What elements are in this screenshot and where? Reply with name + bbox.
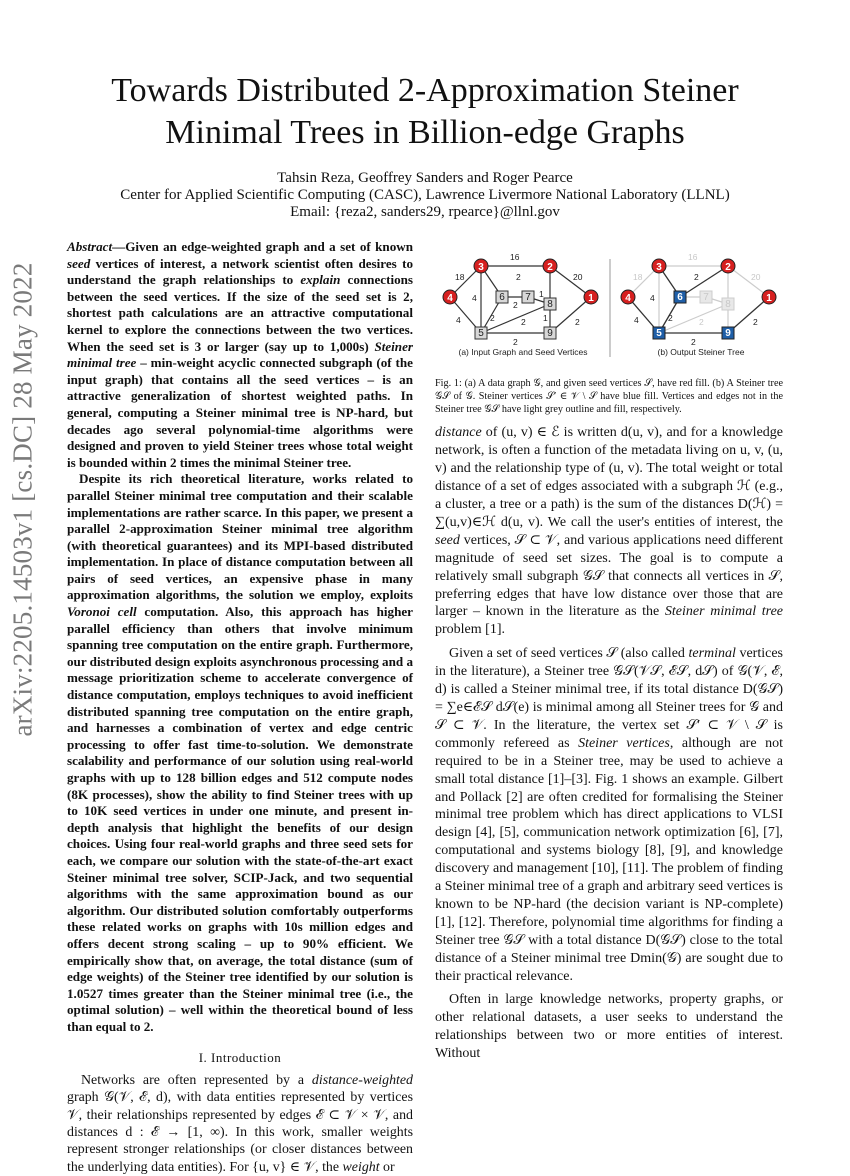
weight-label: 2 — [490, 313, 495, 323]
authors: Tahsin Reza, Geoffrey Sanders and Roger Pearce — [277, 170, 573, 186]
weight-label: 4 — [634, 315, 639, 325]
weight-label: 2 — [575, 317, 580, 327]
right-column — [435, 378, 783, 1063]
panel-b-graph — [621, 252, 776, 357]
weight-label: 2 — [694, 272, 699, 282]
vertex-label: 2 — [547, 262, 553, 273]
abstract-label: Abstract — [67, 239, 113, 254]
edge-2-1 — [550, 266, 591, 297]
weight-label: 2 — [691, 337, 696, 347]
vertex-label: 2 — [725, 262, 731, 273]
subcaption-a: (a) Input Graph and Seed Vertices — [458, 347, 588, 357]
weight-label: 1 — [543, 313, 548, 323]
weight-label: 2 — [513, 300, 518, 310]
vertex-label: 5 — [656, 328, 662, 339]
weight-label: 18 — [455, 272, 465, 282]
right-paragraph-3: Often in large knowledge networks, property graphs, or other relational datasets, a user seeks to understand the relationships between two or more entities of interest. Without — [435, 992, 783, 1062]
vertex-label: 4 — [625, 293, 631, 304]
right-paragraph-1: distance of (u, v) ∈ ℰ is written d(u, v), and for a knowledge network, is often a function of the metadata living on u, v, (u, v) and the relationship type of (u, v). The total weight or total distance of a set of edges associated with a subgraph ℋ (e.g., a cluster, a tree or a path) is the sum of the distances D(ℋ) = ∑(u,v)∈ℋ d(u, v). We call the user's entities of interest, the seed vertices, 𝒮 ⊂ 𝒱, and various applications need different magnitude of seed set sizes. The goal is to compute a relatively small subgraph 𝒢𝒮 that connects all vertices in 𝒮, preferring edges that have low distance over those that are larger – known in the literature as the Steiner minimal tree problem [1]. — [435, 425, 783, 638]
vertex-label: 5 — [478, 328, 484, 339]
weight-label: 16 — [688, 252, 698, 262]
panel-a-vertices — [443, 259, 598, 339]
vertex-label: 8 — [725, 299, 731, 310]
weight-label: 2 — [513, 337, 518, 347]
vertex-label: 3 — [478, 262, 484, 273]
intro-paragraph-1: Networks are often represented by a distance-weighted graph 𝒢(𝒱, ℰ, d), with data entities represented by vertices 𝒱, their relationships represented by edges ℰ ⊂ 𝒱 × 𝒱, and distances d : ℰ → [1, ∞). In this work, smaller weights represent stronger relationships (or closer distances between the underlying data entities). For {u, v} ∈ 𝒱, the weight or — [67, 1072, 413, 1175]
vertex-label: 8 — [547, 299, 553, 310]
paper-title: Towards Distributed 2-Approximation Steiner Minimal Trees in Billion-edge Graphs — [111, 72, 739, 151]
weight-label: 18 — [633, 272, 643, 282]
weight-label: 20 — [573, 272, 583, 282]
vertex-label: 1 — [766, 293, 772, 304]
left-column — [67, 239, 413, 1176]
vertex-label: 6 — [677, 292, 683, 303]
affiliation: Center for Applied Scientific Computing (CASC), Lawrence Livermore National Laboratory (LLNL) — [120, 187, 730, 203]
vertex-label: 3 — [656, 262, 662, 273]
abstract-paragraph-1: Abstract—Given an edge-weighted graph and a set of known seed vertices of interest, a network scientist often desires to understand the graph relationships to explain connections between the seed vertices. If the size of the seed set is 2, shortest path calculations are an attractive computational kernel to explore the connections between the two vertices. When the seed set is 3 or larger (say up to 1,000s) Steiner minimal tree – min-weight acyclic connected subgraph (of the input graph) that contains all the seed vertices – is an attractive generalization of shortest weighted paths. In general, computing a Steiner minimal tree is NP-hard, but decades ago several polynomial-time algorithms were designed and proven to yield Steiner trees whose total weight is bounded within 2 times the minimal Steiner tree. — [67, 239, 413, 470]
weight-label: 2 — [753, 317, 758, 327]
figure-1-graphs — [435, 247, 785, 372]
subcaption-b: (b) Output Steiner Tree — [657, 347, 745, 357]
weight-label: 2 — [699, 317, 704, 327]
weight-label: 16 — [510, 252, 520, 262]
email: Email: {reza2, sanders29, rpearce}@llnl.gov — [290, 204, 560, 220]
vertex-label: 7 — [525, 292, 531, 303]
weight-label: 4 — [650, 293, 655, 303]
figure-1-caption: Fig. 1: (a) A data graph 𝒢, and given seed vertices 𝒮, have red fill. (b) A Steiner tree 𝒢𝒮 of 𝒢. Steiner vertices 𝒮′ ∈ 𝒱 \ 𝒮 have blue fill. Vertices and edges not in the Steiner tree 𝒢𝒮 have light grey outline and fill, respectively. — [435, 378, 783, 415]
vertex-label: 1 — [588, 293, 594, 304]
figure-1 — [435, 247, 785, 372]
vertex-label: 9 — [725, 328, 731, 339]
abstract-paragraph-2: Despite its rich theoretical literature, works related to parallel Steiner minimal tree computation and their scalable implementations are rather scarce. In this paper, we present a parallel 2-approximation Steiner minimal tree algorithm (with theoretical guarantees) and its MPI-based distributed implementation. In place of distance computation between all pairs of seed vertices, an expensive phase in many approximation algorithms, the solution we employ, exploits Voronoi cell computation. Also, this approach has higher parallel efficiency than others that involve minimum spanning tree computation on the entire graph. Furthermore, our distributed design exploits asynchronous processing and a message prioritization scheme to accelerate convergence of distance computation, employs techniques to avoid inefficient distributed spanning tree computation on the entire graph, and harnesses a combination of vertex and edge centric processing to offer fast time-to-solution. We demonstrate scalability and performance of our solution using real-world graphs with up to 128 billion edges and 512 compute nodes (8K processes), show the ability to find Steiner trees with up to 10K seed vertices in under one minute, and present in-depth analysis that highlight the benefits of our design choices. Using four real-world graphs and three seed sets for each, we compare our solution with the state-of-the-art exact Steiner minimal tree solver, SCIP-Jack, and two sequential algorithms with the same approximation bound as our algorithm. Our distributed solution comfortably outperforms these related works on graphs with 10s million edges and offers decent strong scaling – up to 90% efficient. We empirically show that, on average, the total distance (sum of edge weights) of the Steiner tree identified by our solution is 1.0527 times greater than the Steiner minimal tree (i.e., the optimal solution) – well within the theoretical bound of less than equal to 2. — [67, 471, 413, 1034]
section-heading-introduction: I. Introduction — [198, 1049, 282, 1065]
weight-label: 2 — [668, 313, 673, 323]
weight-label: 4 — [456, 315, 461, 325]
vertex-label: 6 — [499, 292, 505, 303]
abstract — [67, 239, 413, 1036]
weight-label: 1 — [539, 289, 544, 299]
right-paragraph-2: Given a set of seed vertices 𝒮 (also called terminal vertices in the literature), a Steiner tree 𝒢𝒮(𝒱𝒮, ℰ𝒮, d𝒮) of 𝒢(𝒱, ℰ, d) is called a Steiner minimal tree, if its total distance D(𝒢𝒮) = ∑e∈ℰ𝒮 d𝒮(e) is minimal among all Steiner trees for 𝒢 and 𝒮 ⊂ 𝒱. In the literature, the vertex set 𝒮′ ⊂ 𝒱 \ 𝒮 is commonly refereed as Steiner vertices, although are not required to be in a Steiner tree, may be used to achieve a small total distance [1]–[3]. Fig. 1 shows an example. Gilbert and Pollack [2] are often credited for formalising the Steiner minimal tree problem which has direct applications to VLSI design [4], [5], communication network optimization [6], [7], computational and systems biology [8], [9], and knowledge discovery and management [10], [11]. The problem of finding a Steiner minimal tree of a graph and arbitrary seed vertices is known to be NP-hard (the decision variant is NP-complete) [1], [12]. Therefore, polynomial time algorithms for finding a Steiner tree 𝒢𝒮 with a total distance D(𝒢𝒮) close to the total distance of a Steiner minimal tree Dmin(𝒢) are sought due to their practical relevance. — [435, 646, 784, 984]
arxiv-identifier: arXiv:2205.14503v1 [cs.DC] 28 May 2022 — [7, 261, 38, 737]
vertex-label: 7 — [703, 292, 709, 303]
vertex-label: 9 — [547, 328, 553, 339]
weight-label: 20 — [751, 272, 761, 282]
weight-label: 2 — [516, 272, 521, 282]
weight-label: 2 — [521, 317, 526, 327]
vertex-label: 4 — [447, 293, 453, 304]
weight-label: 4 — [472, 293, 477, 303]
